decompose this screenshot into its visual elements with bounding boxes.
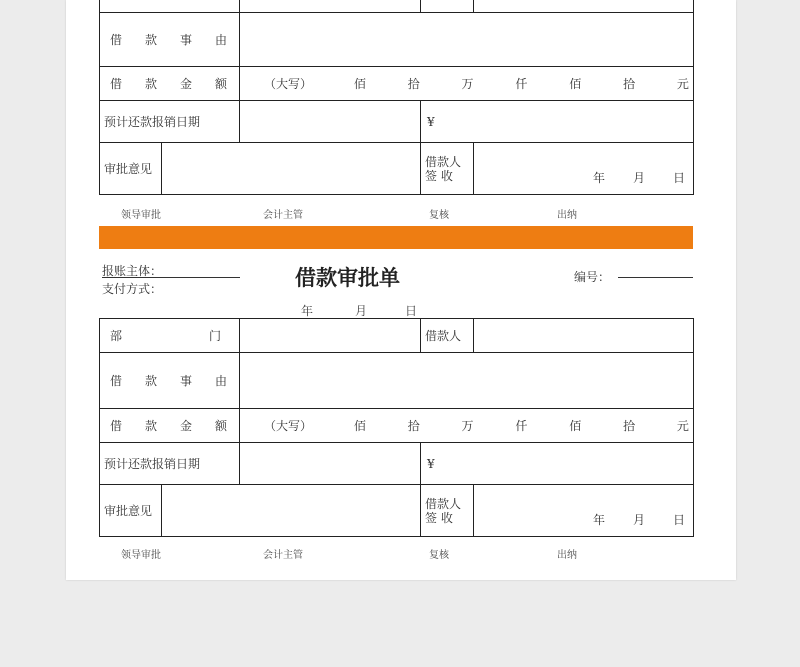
sign-date-month: 月	[632, 171, 645, 185]
reason-value[interactable]	[240, 353, 694, 409]
amount-unit: 元	[676, 77, 689, 91]
form-1-repay-row	[100, 101, 694, 143]
approval-value[interactable]	[162, 485, 421, 537]
borrower-value-cell[interactable]	[474, 0, 694, 13]
form-2-repay-row	[100, 443, 694, 485]
repay-date-label: 预计还款报销日期	[100, 101, 240, 143]
department-value-cell[interactable]	[240, 0, 421, 13]
reason-value-cell[interactable]	[240, 13, 694, 67]
amount-unit: 拾	[407, 419, 420, 433]
header-date-day: 日	[405, 304, 418, 318]
amount-unit: 拾	[623, 77, 636, 91]
amount-label	[100, 67, 240, 101]
amount-capital-label: （大写）	[264, 77, 313, 91]
form-2-amount-row	[100, 409, 694, 443]
reason-char: 由	[214, 33, 227, 47]
reason-char: 款	[144, 374, 157, 388]
repay-amount-cell[interactable]	[421, 101, 694, 143]
amount-unit: 仟	[515, 419, 528, 433]
amount-char: 金	[179, 77, 192, 91]
borrower-sign-line2: 签 收	[425, 168, 453, 183]
signature-accounting: 会计主管	[263, 210, 303, 221]
department-char: 门	[208, 329, 221, 343]
reason-char: 由	[214, 374, 227, 388]
reason-label	[100, 13, 240, 67]
department-value[interactable]	[240, 319, 421, 353]
amount-char: 借	[110, 419, 123, 433]
amount-char: 借	[110, 77, 123, 91]
form-2-department-row	[100, 319, 694, 353]
borrower-sign-label	[421, 143, 474, 195]
borrower-sign-cell[interactable]	[474, 485, 694, 537]
section-divider-bar	[99, 226, 693, 249]
amount-unit: 万	[461, 419, 474, 433]
borrower-label: 借款人	[421, 319, 474, 353]
signature-cashier: 出纳	[557, 550, 577, 561]
amount-unit: 佰	[353, 77, 366, 91]
reason-char: 事	[179, 374, 192, 388]
yen-symbol: ¥	[427, 114, 435, 129]
repay-date-value[interactable]	[240, 443, 421, 485]
amount-char: 款	[144, 419, 157, 433]
form-2-signatures	[99, 546, 693, 562]
department-label	[100, 319, 240, 353]
sign-date-day: 日	[672, 171, 685, 185]
borrower-sign-line2: 签 收	[425, 510, 453, 525]
reason-label	[100, 353, 240, 409]
header-date-month: 月	[355, 304, 368, 318]
page-title: 借款审批单	[295, 266, 400, 290]
amount-char: 金	[179, 419, 192, 433]
amount-label	[100, 409, 240, 443]
repay-amount-cell[interactable]	[421, 443, 694, 485]
amount-unit: 元	[676, 419, 689, 433]
header-date-year: 年	[301, 304, 314, 318]
approval-value-cell[interactable]	[162, 143, 421, 195]
amount-value[interactable]	[240, 409, 694, 443]
form-1-table	[99, 0, 694, 195]
signature-cashier: 出纳	[557, 210, 577, 221]
borrower-label-cell	[421, 0, 474, 13]
repay-date-value[interactable]	[240, 101, 421, 143]
amount-unit: 佰	[353, 419, 366, 433]
form-1-approval-row	[100, 143, 694, 195]
borrower-sign-line1: 借款人	[425, 496, 462, 511]
signature-review: 复核	[429, 210, 449, 221]
signature-accounting: 会计主管	[263, 550, 303, 561]
amount-capital-label: （大写）	[264, 419, 313, 433]
signature-leader: 领导审批	[121, 210, 161, 221]
amount-unit: 万	[461, 77, 474, 91]
approval-label: 审批意见	[100, 143, 162, 195]
sign-date-year: 年	[592, 171, 605, 185]
yen-symbol: ¥	[427, 456, 435, 471]
borrower-sign-line1: 借款人	[425, 154, 462, 169]
entity-label: 报账主体：	[102, 264, 163, 278]
amount-value-cell[interactable]	[240, 67, 694, 101]
repay-date-label: 预计还款报销日期	[100, 443, 240, 485]
department-char: 部	[110, 329, 123, 343]
borrower-sign-cell[interactable]	[474, 143, 694, 195]
sign-date-month: 月	[632, 513, 645, 527]
amount-unit: 佰	[569, 77, 582, 91]
reason-char: 借	[110, 33, 123, 47]
form-1-reason-row	[100, 13, 694, 67]
amount-unit: 拾	[407, 77, 420, 91]
borrower-value[interactable]	[474, 319, 694, 353]
form-1-signatures	[99, 206, 693, 222]
payment-method-label: 支付方式：	[102, 282, 163, 296]
signature-leader: 领导审批	[121, 550, 161, 561]
amount-char: 额	[214, 419, 227, 433]
amount-char: 额	[214, 77, 227, 91]
sign-date-year: 年	[592, 513, 605, 527]
number-underline[interactable]	[618, 277, 693, 278]
form-2-table	[99, 318, 694, 537]
amount-unit: 佰	[569, 419, 582, 433]
number-label: 编号：	[574, 270, 611, 284]
form-1-department-row	[100, 0, 694, 13]
form-2-approval-row	[100, 485, 694, 537]
sign-date-day: 日	[672, 513, 685, 527]
form-2-reason-row	[100, 353, 694, 409]
reason-char: 款	[144, 33, 157, 47]
department-label-cell	[100, 0, 240, 13]
amount-unit: 仟	[515, 77, 528, 91]
borrower-sign-label	[421, 485, 474, 537]
signature-review: 复核	[429, 550, 449, 561]
entity-underline[interactable]	[102, 277, 240, 278]
amount-unit: 拾	[623, 419, 636, 433]
approval-label: 审批意见	[100, 485, 162, 537]
reason-char: 事	[179, 33, 192, 47]
amount-char: 款	[144, 77, 157, 91]
form-1-amount-row	[100, 67, 694, 101]
reason-char: 借	[110, 374, 123, 388]
